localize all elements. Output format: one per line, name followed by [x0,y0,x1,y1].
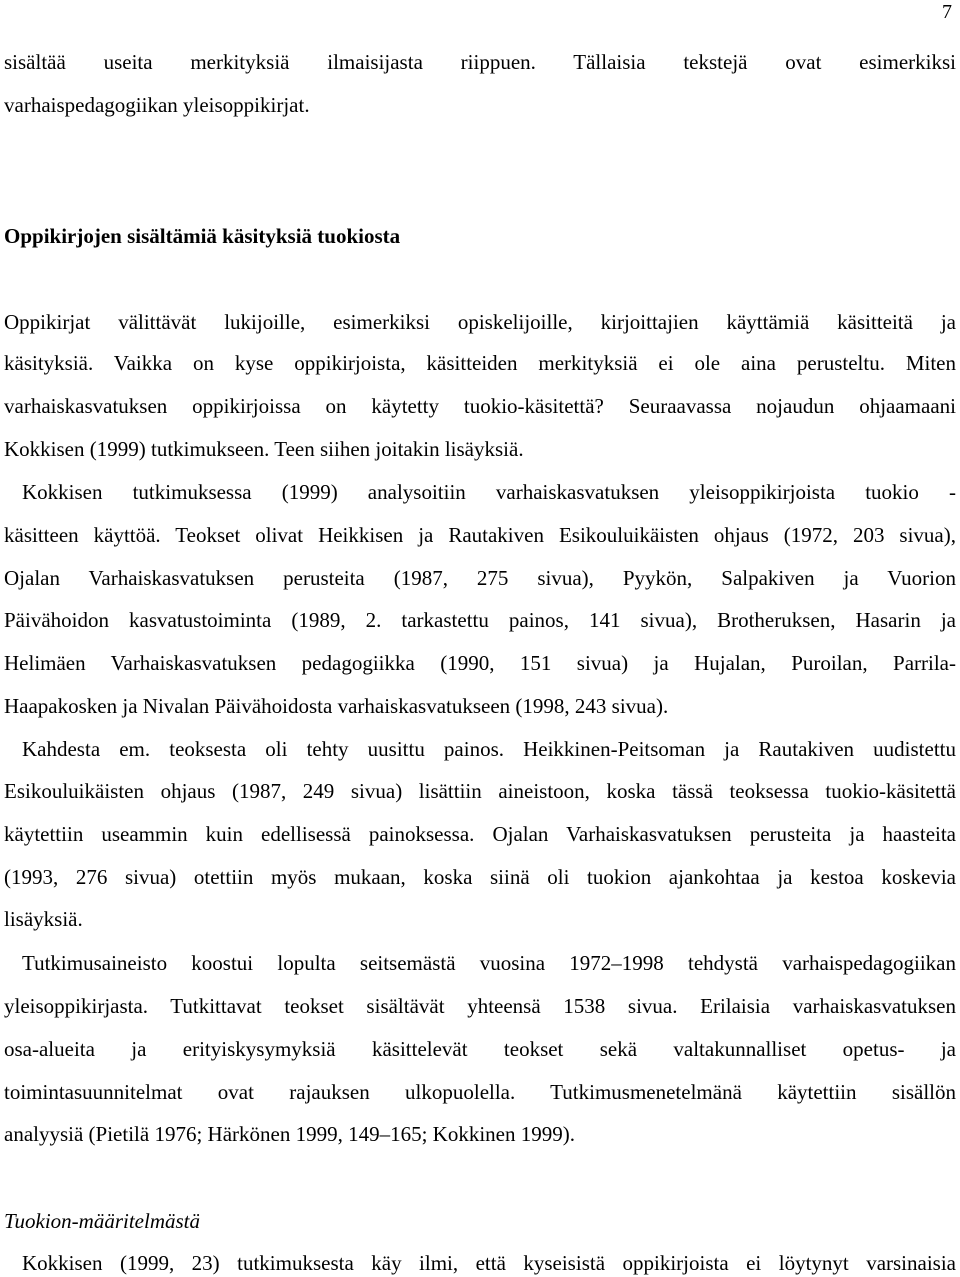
body-text-line: Oppikirjat välittävät lukijoille, esimerkiksi opiskelijoille, kirjoittajien käyttämiä käsitteitä ja [4,310,956,334]
body-text-line: toimintasuunnitelmat ovat rajauksen ulkopuolella. Tutkimusmenetelmänä käytettiin sisällön [4,1080,956,1104]
body-text-line: Kahdesta em. teoksesta oli tehty uusittu painos. Heikkinen-Peitsoman ja Rautakiven uudistettu [22,737,956,761]
body-text-line: Helimäen Varhaiskasvatuksen pedagogiikka (1990, 151 sivua) ja Hujalan, Puroilan, Parrila- [4,651,956,675]
page-number: 7 [942,1,952,23]
section-heading: Oppikirjojen sisältämiä käsityksiä tuokiosta [4,224,401,248]
body-text-line: (1993, 276 sivua) otettiin myös mukaan, koska siinä oli tuokion ajankohtaa ja kestoa koskevia [4,865,956,889]
body-text-line: sisältää useita merkityksiä ilmaisijasta riippuen. Tällaisia tekstejä ovat esimerkiksi [4,50,956,74]
body-text-line: Tutkimusaineisto koostui lopulta seitsemästä vuosina 1972–1998 tehdystä varhaispedagogiikan [22,951,956,975]
body-text-line: analyysiä (Pietilä 1976; Härkönen 1999, 149–165; Kokkinen 1999). [4,1122,575,1146]
body-text-line: Ojalan Varhaiskasvatuksen perusteita (1987, 275 sivua), Pyykön, Salpakiven ja Vuorion [4,566,956,590]
body-text-line: varhaispedagogiikan yleisoppikirjat. [4,93,310,117]
body-text-line: käsitteen käyttöä. Teokset olivat Heikkisen ja Rautakiven Esikouluikäisten ohjaus (1972, 203 sivua), [4,523,956,547]
body-text-line: Haapakosken ja Nivalan Päivähoidosta varhaiskasvatukseen (1998, 243 sivua). [4,694,669,718]
body-text-line: varhaiskasvatuksen oppikirjoissa on käytetty tuokio-käsitettä? Seuraavassa nojaudun ohjaamaani [4,394,956,418]
subsection-heading: Tuokion-määritelmästä [4,1209,201,1233]
body-text-line: lisäyksiä. [4,907,83,931]
body-text-line: Esikouluikäisten ohjaus (1987, 249 sivua) lisättiin aineistoon, koska tässä teoksessa tuokio-käsitettä [4,779,956,803]
body-text-line: Päivähoidon kasvatustoiminta (1989, 2. tarkastettu painos, 141 sivua), Brotheruksen, Hasarin ja [4,608,956,632]
body-text-line: Kokkisen (1999, 23) tutkimuksesta käy ilmi, että kyseisistä oppikirjoista ei löytynyt varsinaisia [22,1251,956,1275]
body-text-line: käytettiin useammin kuin edellisessä painoksessa. Ojalan Varhaiskasvatuksen perusteita ja haasteita [4,822,956,846]
body-text-line: Kokkisen (1999) tutkimukseen. Teen siihen joitakin lisäyksiä. [4,437,524,461]
body-text-line: käsityksiä. Vaikka on kyse oppikirjoista, käsitteiden merkityksiä ei ole aina perusteltu. Miten [4,351,956,375]
body-text-line: Kokkisen tutkimuksessa (1999) analysoitiin varhaiskasvatuksen yleisoppikirjoista tuokio - [22,480,956,504]
body-text-line: osa-alueita ja erityiskysymyksiä käsittelevät teokset sekä valtakunnalliset opetus- ja [4,1037,956,1061]
body-text-line: yleisoppikirjasta. Tutkittavat teokset sisältävät yhteensä 1538 sivua. Erilaisia varhaiskasvatuksen [4,994,956,1018]
